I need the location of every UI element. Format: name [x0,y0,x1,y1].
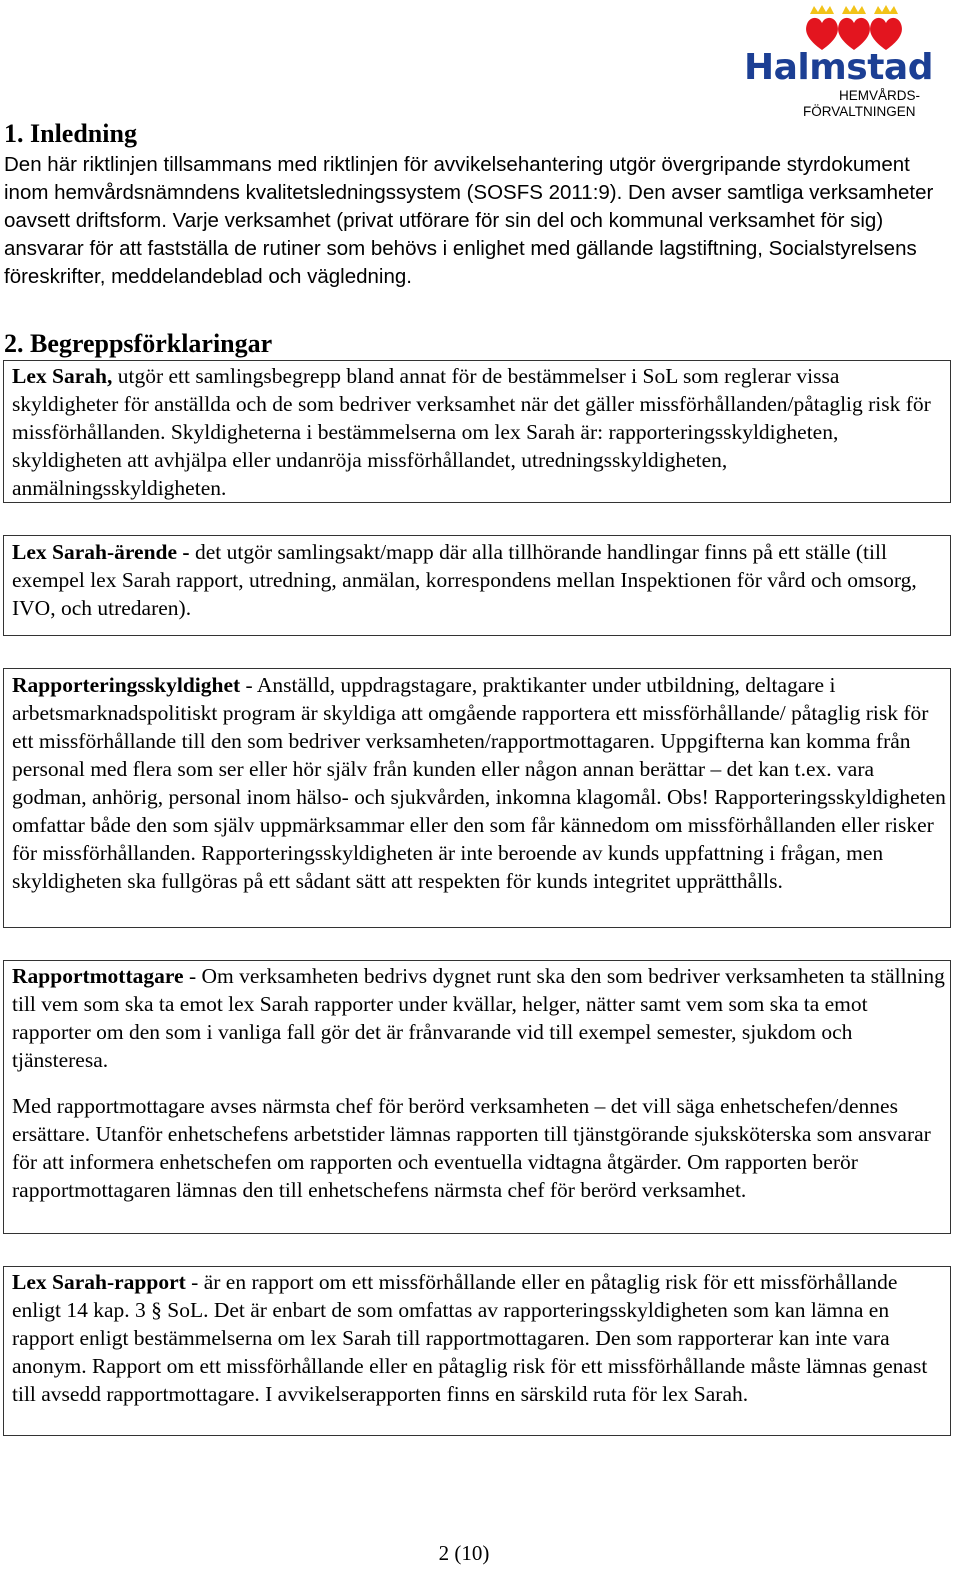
definition-term: Lex Sarah, [12,364,113,388]
definition-text [12,538,946,622]
logo-subtitle-line1: HEMVÅRDS- [839,88,921,103]
section-heading-begreppsforklaringar: 2. Begreppsförklaringar [4,329,273,358]
definition-text [12,671,946,895]
logo-subtitle-line2: FÖRVALTNINGEN [803,104,916,119]
definition-body: - Om verksamheten bedrivs dygnet runt ska den som bedriver verksamheten ta ställning till vem som ska ta emot lex Sarah rapporter under kvällar, helger, nätter samt vem som ska ta emot rapporter om den som i vanliga fall gör det är frånvarande vid till exempel semester, sjukdom och tjänsteresa. [12,964,945,1072]
intro-paragraph: Den här riktlinjen tillsammans med riktlinjen för avvikelsehantering utgör övergripande styrdokument inom hemvårdsnämndens kvalitetsledningssystem (SOSFS 2011:9). Den avser samtliga verksamheter oavsett driftsform. Varje verksamhet (privat utförare för sin del och kommunal verksamhet för sig) ansvarar för att fastställa de rutiner som behövs i enlighet med gällande lagstiftning, Socialstyrelsens föreskrifter, meddelandeblad och vägledning. [4,153,934,288]
definition-body: - är en rapport om ett missförhållande eller en påtaglig risk för ett missförhållande enligt 14 kap. 3 § SoL. Det är enbart de som omfattas av rapporteringsskyldigheten som kan lämna en rapport enligt bestämmelserna om lex Sarah till rapportmottagaren. Den som rapporterar kan inte vara anonym. Rapport om ett missförhållande eller en påtaglig risk för ett missförhållande måste lämnas genast till avsedd rapportmottagare. I avvikelserapporten finns en särskild ruta för lex Sarah. [12,1270,928,1406]
logo-name: Halmstad [744,47,933,88]
section-heading-inledning: 1. Inledning [4,119,137,148]
halmstad-logo [740,4,940,119]
page-number: 2 (10) [438,1541,490,1565]
definition-text [12,1268,946,1408]
definition-term: Rapportmottagare [12,964,184,988]
definition-term: Lex Sarah-ärende - [12,540,190,564]
definition-text [12,362,946,502]
definition-term: Lex Sarah-rapport [12,1270,186,1294]
definition-term: Rapporteringsskyldighet [12,673,241,697]
definition-body: utgör ett samlingsbegrepp bland annat för de bestämmelser i SoL som reglerar vissa skyldigheter för anställda och de som bedriver verksamhet när det gäller missförhållanden/påtaglig risk för missförhållanden. Skyldigheterna i bestämmelserna om lex Sarah är: rapporteringsskyldigheten, skyldigheten att avhjälpa eller undanröja missförhållandet, utredningsskyldigheten, anmälningsskyldigheten. [12,364,931,500]
definition-body: det utgör samlingsakt/mapp där alla tillhörande handlingar finns på ett ställe (till exempel lex Sarah rapport, utredning, anmälan, korrespondens mellan Inspektionen för vård och omsorg, IVO, och utredaren). [12,540,917,620]
definition-box-lex-sarah-arende [3,535,951,636]
definition-box-lex-sarah-rapport [3,1266,951,1436]
definition-box-rapportmottagare [3,960,951,1234]
definition-body-continued: Med rapportmottagare avses närmsta chef för berörd verksamheten – det vill säga enhetschefen/dennes ersättare. Utanför enhetschefens arbetstider lämnas rapporten till tjänstgörande sjuksköterska som ansvarar för att informera enhetschefen om rapporten och eventuella vidtagna åtgärder. Om rapporten berör rapportmottagaren lämnas den till enhetschefens närmsta chef för berörd verksamhet. [12,1094,931,1202]
definition-box-lex-sarah [3,360,951,503]
definition-text [12,962,946,1074]
definition-box-rapporteringsskyldighet [3,668,951,928]
definition-body: - Anställd, uppdragstagare, praktikanter under utbildning, deltagare i arbetsmarknadspolitiskt program är skyldiga att omgående rapportera ett missförhållande/ påtaglig risk för ett missförhållande till den som bedriver verksamheten/rapportmottagaren. Uppgifterna kan komma från personal med flera som ser eller hör själv från kunden eller någon annan berättar – det kan t.ex. vara godman, anhörig, personal inom hälso- och sjukvården, inkomna klagomål. Obs! Rapporteringsskyldigheten omfattar både den som själv uppmärksammar eller den som får kännedom om missförhållanden eller risker för missförhållanden. Rapporteringsskyldigheten är inte beroende av kunds uppfattning i frågan, men skyldigheten ska fullgöras på ett sådant sätt att respekten för kunds integritet upprätthålls. [12,673,946,893]
